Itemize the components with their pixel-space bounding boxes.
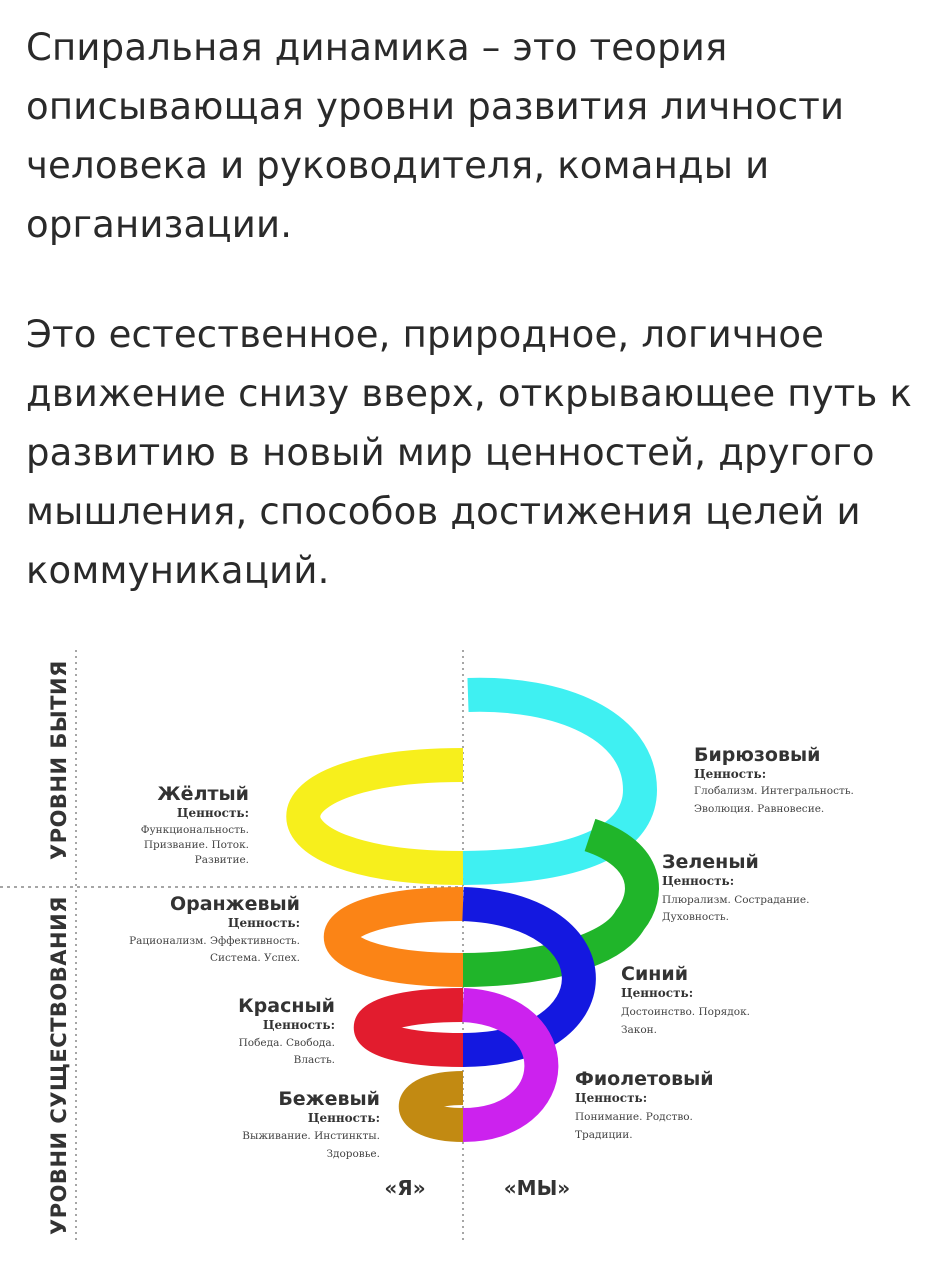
spiral-segment-orange — [341, 904, 463, 970]
level-yellow — [141, 783, 249, 866]
side-label-existence: УРОВНИ СУЩЕСТВОВАНИЯ — [47, 896, 71, 1235]
level-name: Зеленый — [662, 851, 759, 873]
level-turquoise — [694, 744, 854, 815]
level-value-label: Ценность: — [694, 767, 767, 781]
level-value-label: Ценность: — [621, 986, 694, 1000]
spiral-segment-beige — [416, 1088, 463, 1125]
spiral-segment-red — [371, 1005, 463, 1050]
level-value-line: Призвание. Поток. — [143, 839, 249, 851]
level-name: Фиолетовый — [575, 1068, 714, 1090]
level-value-line: Глобализм. Интегральность. — [694, 785, 854, 797]
level-name: Оранжевый — [169, 893, 300, 915]
level-name: Синий — [621, 963, 689, 985]
level-value-line: Система. Успех. — [210, 952, 300, 964]
level-value-line: Плюрализм. Сострадание. — [662, 894, 810, 906]
level-value-line: Выживание. Инстинкты. — [242, 1130, 380, 1142]
intro-paragraph-1: Спиральная динамика – это теория описывающая уровни развития личности человека и руководителя, команды и организации. — [26, 26, 845, 246]
level-name: Жёлтый — [157, 783, 249, 805]
level-value-line: Закон. — [621, 1024, 658, 1036]
level-value-line: Эволюция. Равновесие. — [694, 803, 825, 815]
spiral — [303, 695, 642, 1125]
side-label-being: УРОВНИ БЫТИЯ — [47, 660, 71, 860]
intro-paragraph-2: Это естественное, природное, логичное движение снизу вверх, открывающее путь к развитию в новый мир ценностей, другого мышления, способов достижения целей и коммуникаций. — [26, 313, 913, 592]
level-value-label: Ценность: — [662, 874, 735, 888]
level-blue — [621, 963, 750, 1036]
level-value-line: Достоинство. Порядок. — [621, 1006, 750, 1018]
axis-label-we: «МЫ» — [503, 1176, 571, 1200]
level-beige — [242, 1088, 380, 1160]
level-value-label: Ценность: — [176, 806, 249, 820]
spiral-dynamics-diagram — [0, 630, 930, 1250]
level-orange — [129, 893, 300, 964]
level-violet — [575, 1068, 714, 1141]
level-value-label: Ценность: — [575, 1091, 648, 1105]
level-value-line: Понимание. Родство. — [575, 1111, 693, 1123]
level-green — [662, 851, 810, 923]
level-value-line: Духовность. — [662, 911, 729, 923]
level-value-line: Здоровье. — [326, 1148, 380, 1160]
level-red — [238, 995, 335, 1066]
level-name: Бирюзовый — [694, 744, 821, 766]
axis-label-i: «Я» — [384, 1176, 426, 1200]
spiral-segment-yellow — [303, 765, 463, 868]
level-value-label: Ценность: — [262, 1018, 335, 1032]
level-value-line: Победа. Свобода. — [238, 1037, 335, 1049]
level-value-line: Традиции. — [575, 1129, 633, 1141]
level-value-label: Ценность: — [307, 1111, 380, 1125]
level-value-line: Власть. — [293, 1054, 335, 1066]
level-value-label: Ценность: — [227, 916, 300, 930]
level-value-line: Развитие. — [194, 854, 249, 866]
level-value-line: Рационализм. Эффективность. — [129, 935, 300, 947]
level-name: Бежевый — [278, 1088, 380, 1110]
level-value-line: Функциональность. — [140, 824, 249, 836]
level-name: Красный — [238, 995, 335, 1017]
